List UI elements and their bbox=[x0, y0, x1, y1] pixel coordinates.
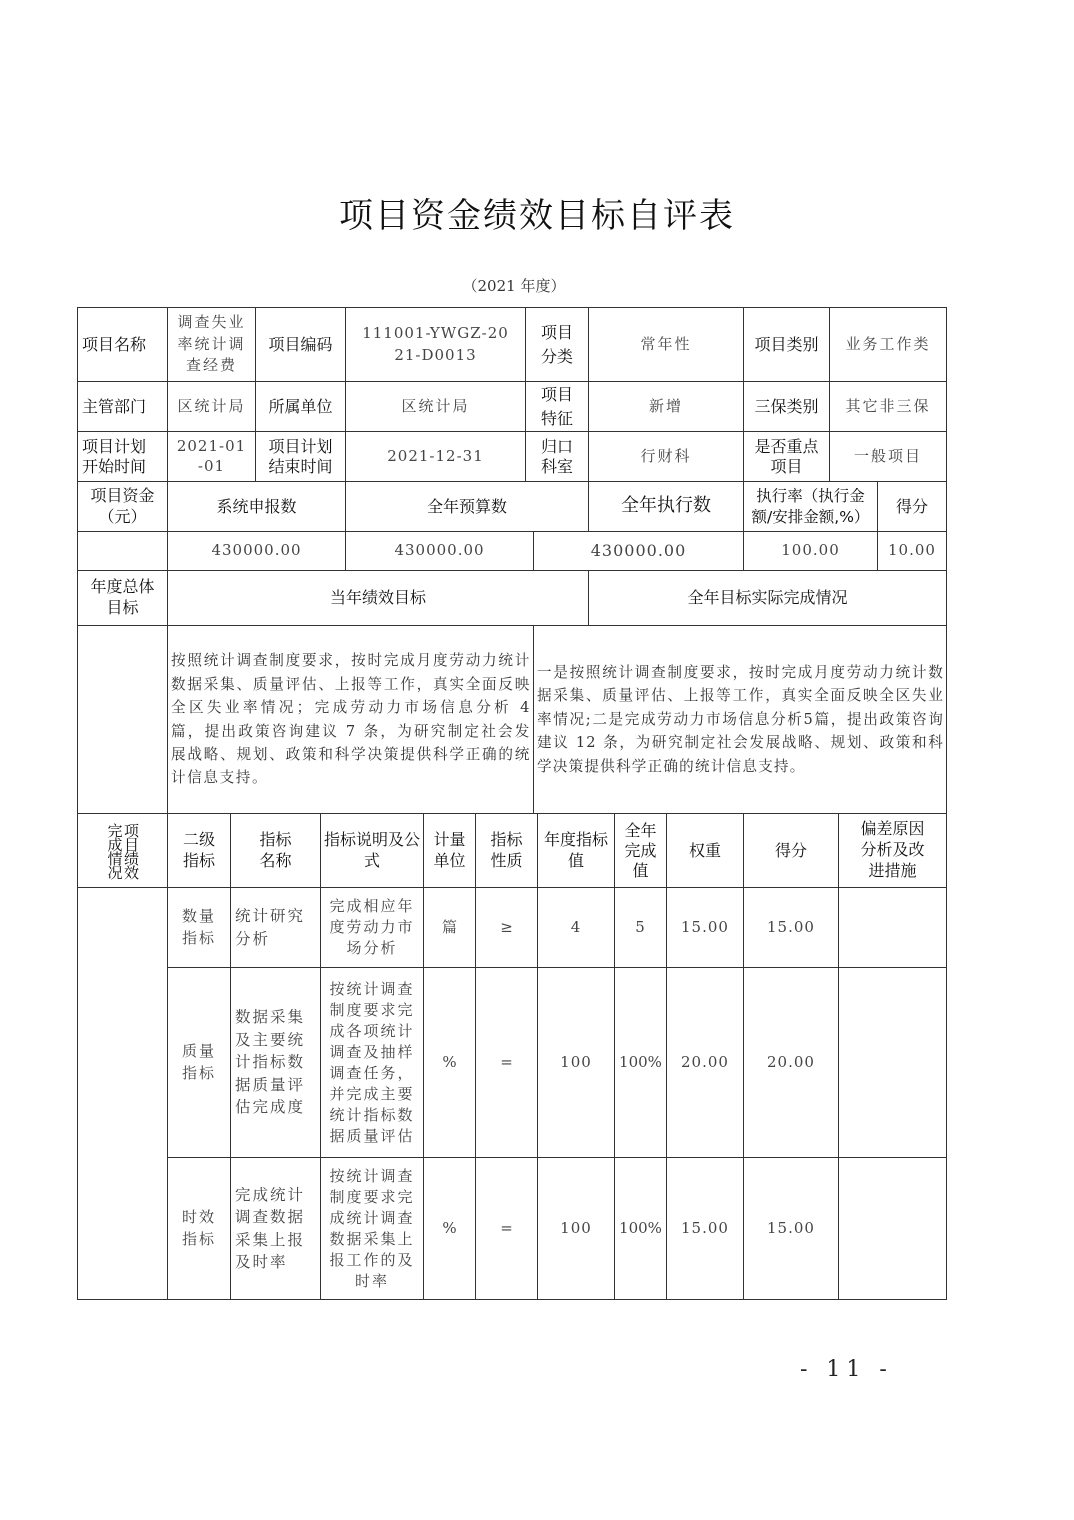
indicators-section-label bbox=[77, 813, 168, 888]
office-label: 归口科室 bbox=[525, 431, 589, 482]
row-nature: ≥ bbox=[475, 887, 538, 968]
header-name: 指标名称 bbox=[230, 813, 321, 888]
sanbao-value: 其它非三保 bbox=[829, 381, 947, 432]
indicators-section-text: 项目绩效完成情况 bbox=[105, 822, 140, 879]
goals-target-text: 按照统计调查制度要求，按时完成月度劳动力统计数据采集、质量评估、上报等工作，真实全面反映全区失业率情况；完成劳动力市场信息分析 4 篇，提出政策咨询建议 7 条，为研究制定社会发展战略、规划、政策和科学决策提供科学正确的统计信息支持。 bbox=[167, 625, 534, 814]
feature-value: 新增 bbox=[588, 381, 744, 432]
row-unit: 篇 bbox=[423, 887, 476, 968]
row-level2: 质量指标 bbox=[167, 967, 231, 1158]
dept-label: 主管部门 bbox=[77, 381, 168, 432]
goals-actual-text: 一是按照统计调查制度要求，按时完成月度劳动力统计数据采集、质量评估、上报等工作，真实全面反映全区失业率情况;二是完成劳动力市场信息分析5篇，提出政策咨询建议 12 条，为研究制定社会发展战略、规划、政策和科学决策提供科学正确的统计信息支持。 bbox=[533, 625, 947, 814]
row-nature: = bbox=[475, 1157, 538, 1300]
row-desc: 完成相应年度劳动力市场分析 bbox=[320, 887, 424, 968]
row-weight: 20.00 bbox=[666, 967, 744, 1158]
feature-label: 项目特征 bbox=[525, 381, 589, 432]
unit-value: 区统计局 bbox=[345, 381, 526, 432]
project-code-value: 111001-YWGZ-2021-D0013 bbox=[345, 307, 526, 382]
sanbao-label: 三保类别 bbox=[743, 381, 830, 432]
funding-value-executed: 430000.00 bbox=[533, 531, 744, 571]
row-deviation bbox=[838, 887, 947, 968]
row-score: 15.00 bbox=[743, 1157, 839, 1300]
row-score: 20.00 bbox=[743, 967, 839, 1158]
header-unit: 计量单位 bbox=[423, 813, 476, 888]
funding-header-score: 得分 bbox=[877, 481, 947, 532]
project-type-value: 业务工作类 bbox=[829, 307, 947, 382]
row-actual: 5 bbox=[614, 887, 667, 968]
funding-header-executed: 全年执行数 bbox=[588, 481, 744, 532]
funding-header-budget: 全年预算数 bbox=[345, 481, 589, 532]
row-unit: % bbox=[423, 967, 476, 1158]
key-project-label: 是否重点项目 bbox=[743, 431, 830, 482]
start-value: 2021-01-01 bbox=[167, 431, 256, 482]
row-deviation bbox=[838, 1157, 947, 1300]
funding-header-rate: 执行率（执行金额/安排金额,%） bbox=[743, 481, 878, 532]
project-code-label: 项目编码 bbox=[255, 307, 346, 382]
header-score: 得分 bbox=[743, 813, 839, 888]
header-target: 年度指标值 bbox=[537, 813, 615, 888]
project-type-label: 项目类别 bbox=[743, 307, 830, 382]
project-class-label: 项目分类 bbox=[525, 307, 589, 382]
row-weight: 15.00 bbox=[666, 887, 744, 968]
header-actual: 全年完成值 bbox=[614, 813, 667, 888]
row-name: 统计研究分析 bbox=[230, 887, 321, 968]
document-title: 项目资金绩效目标自评表 bbox=[339, 196, 735, 236]
funding-value-empty bbox=[77, 531, 168, 571]
row-desc: 按统计调查制度要求完成统计调查数据采集上报工作的及时率 bbox=[320, 1157, 424, 1300]
row-desc: 按统计调查制度要求完成各项统计调查及抽样调查任务，并完成主要统计指标数据质量评估 bbox=[320, 967, 424, 1158]
project-name-label: 项目名称 bbox=[77, 307, 168, 382]
row-target: 4 bbox=[537, 887, 615, 968]
header-nature: 指标性质 bbox=[475, 813, 538, 888]
row-name: 数据采集及主要统计指标数据质量评估完成度 bbox=[230, 967, 321, 1158]
row-target: 100 bbox=[537, 967, 615, 1158]
goals-target-header: 当年绩效目标 bbox=[167, 570, 589, 626]
end-value: 2021-12-31 bbox=[345, 431, 526, 482]
start-label: 项目计划开始时间 bbox=[77, 431, 168, 482]
row-weight: 15.00 bbox=[666, 1157, 744, 1300]
row-score: 15.00 bbox=[743, 887, 839, 968]
page-number: - 11 - bbox=[800, 1357, 893, 1382]
office-value: 行财科 bbox=[588, 431, 744, 482]
project-class-value: 常年性 bbox=[588, 307, 744, 382]
indicators-left-empty bbox=[77, 887, 168, 1300]
row-deviation bbox=[838, 967, 947, 1158]
funding-header-declared: 系统申报数 bbox=[167, 481, 346, 532]
row-nature: = bbox=[475, 967, 538, 1158]
project-name-value: 调查失业率统计调查经费 bbox=[167, 307, 256, 382]
unit-label: 所属单位 bbox=[255, 381, 346, 432]
funding-value-budget: 430000.00 bbox=[345, 531, 534, 571]
row-level2: 时效指标 bbox=[167, 1157, 231, 1300]
key-project-value: 一般项目 bbox=[829, 431, 947, 482]
header-weight: 权重 bbox=[666, 813, 744, 888]
end-label: 项目计划结束时间 bbox=[255, 431, 346, 482]
funding-value-rate: 100.00 bbox=[743, 531, 878, 571]
row-level2: 数量指标 bbox=[167, 887, 231, 968]
row-target: 100 bbox=[537, 1157, 615, 1300]
row-actual: 100% bbox=[614, 967, 667, 1158]
header-deviation: 偏差原因分析及改进措施 bbox=[838, 813, 947, 888]
funding-value-score: 10.00 bbox=[877, 531, 947, 571]
row-unit: % bbox=[423, 1157, 476, 1300]
header-level2: 二级指标 bbox=[167, 813, 231, 888]
header-desc: 指标说明及公式 bbox=[320, 813, 424, 888]
document-year: （2021 年度） bbox=[462, 277, 566, 295]
funding-label: 项目资金（元） bbox=[77, 481, 168, 532]
dept-value: 区统计局 bbox=[167, 381, 256, 432]
goals-label: 年度总体目标 bbox=[77, 570, 168, 626]
goals-body-empty bbox=[77, 625, 168, 814]
row-name: 完成统计调查数据采集上报及时率 bbox=[230, 1157, 321, 1300]
row-actual: 100% bbox=[614, 1157, 667, 1300]
goals-actual-header: 全年目标实际完成情况 bbox=[588, 570, 947, 626]
funding-value-declared: 430000.00 bbox=[167, 531, 346, 571]
